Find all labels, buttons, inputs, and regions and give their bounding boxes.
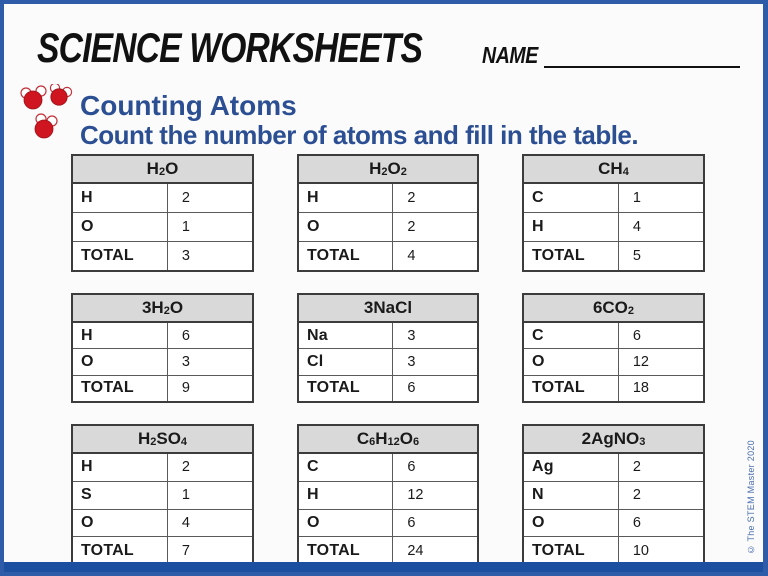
atom-count-value[interactable]: 6 (407, 380, 416, 397)
table-row (299, 184, 477, 212)
formula-header (299, 295, 477, 323)
element-label: O (524, 349, 619, 374)
atom-count-value[interactable]: 2 (632, 487, 641, 504)
formula-symbol: H (375, 429, 388, 448)
worksheet-instructions: Count the number of atoms and fill in the table. (80, 120, 639, 150)
table-row (73, 348, 252, 374)
atom-table (522, 424, 705, 566)
element-label: H (524, 213, 619, 241)
table-row (73, 241, 252, 270)
element-label: C (524, 184, 619, 212)
formula-symbol: CH (598, 159, 623, 178)
atom-table (522, 293, 705, 403)
element-label: Ag (524, 454, 619, 481)
table-row (299, 509, 477, 537)
table-row (524, 241, 703, 270)
table-row (524, 454, 703, 481)
atom-count-value[interactable]: 18 (632, 380, 649, 397)
atom-count-value[interactable]: 6 (632, 514, 641, 531)
formula-symbol: O (165, 159, 179, 178)
element-label: H (299, 482, 393, 509)
table-row (73, 184, 252, 212)
table-row (524, 375, 703, 401)
total-label: TOTAL (524, 242, 619, 270)
formula-symbol: O (169, 298, 184, 317)
table-row (524, 481, 703, 509)
table-row (524, 184, 703, 212)
formula-symbol: 3NaCl (363, 298, 413, 317)
formula-subscript: 2 (163, 304, 170, 317)
formula-symbol: SO (156, 429, 181, 448)
atom-count-value[interactable]: 24 (407, 542, 424, 559)
element-label: N (524, 482, 619, 509)
formula-header (73, 156, 252, 184)
element-label: Cl (299, 349, 393, 374)
table-row (299, 375, 477, 401)
formula-subscript: 6 (413, 435, 420, 448)
table-row (524, 536, 703, 564)
atom-table (297, 424, 479, 566)
table-row (524, 509, 703, 537)
atom-count-value[interactable]: 2 (632, 459, 641, 476)
name-row (482, 36, 740, 68)
formula-subscript: 4 (180, 435, 188, 448)
table-row (299, 536, 477, 564)
table-row (299, 454, 477, 481)
atom-count-value[interactable]: 4 (632, 219, 641, 235)
atom-count-value[interactable]: 3 (181, 248, 190, 264)
formula-header (524, 426, 703, 454)
atom-count-value[interactable]: 2 (181, 459, 190, 476)
total-label: TOTAL (524, 376, 619, 401)
formula-symbol: O (399, 429, 414, 448)
atom-table (71, 424, 254, 566)
table-row (299, 212, 477, 241)
element-label: H (73, 454, 168, 481)
table-row (73, 323, 252, 348)
element-label: C (524, 323, 619, 348)
formula-header (524, 295, 703, 323)
atom-count-value[interactable]: 10 (632, 542, 649, 559)
name-label: NAME (482, 42, 538, 68)
formula-symbol: 6CO (592, 298, 628, 317)
total-label: TOTAL (299, 376, 393, 401)
copyright-text: © The STEM Master 2020 (746, 439, 756, 554)
atom-table (71, 154, 254, 272)
table-row (73, 481, 252, 509)
total-label: TOTAL (73, 242, 168, 270)
element-label: O (73, 213, 168, 241)
formula-header (524, 156, 703, 184)
atom-table (71, 293, 254, 403)
atom-count-value[interactable]: 7 (181, 542, 190, 559)
table-row (524, 348, 703, 374)
atom-count-value[interactable]: 12 (407, 487, 424, 504)
formula-subscript: 2 (150, 435, 157, 448)
element-label: C (299, 454, 393, 481)
atom-count-value[interactable]: 1 (181, 219, 190, 235)
formula-symbol: 2AgNO (581, 429, 640, 448)
atom-count-value[interactable]: 6 (407, 514, 416, 531)
atom-count-value[interactable]: 3 (181, 353, 190, 370)
atom-count-value[interactable]: 2 (181, 190, 190, 206)
total-label: TOTAL (524, 537, 619, 564)
table-row (73, 375, 252, 401)
table-row (73, 536, 252, 564)
formula-symbol: H (369, 159, 382, 178)
tables-grid (71, 154, 705, 566)
name-blank-line[interactable] (544, 36, 740, 68)
atom-count-value[interactable]: 5 (632, 248, 641, 264)
atom-table (297, 293, 479, 403)
total-label: TOTAL (299, 242, 393, 270)
formula-symbol: C (356, 429, 370, 448)
table-row (73, 212, 252, 241)
atom-count-value[interactable]: 3 (407, 353, 416, 370)
formula-subscript: 2 (381, 165, 388, 178)
table-row (524, 212, 703, 241)
water-molecules-icon (13, 84, 73, 148)
table-row (73, 454, 252, 481)
element-label: O (73, 510, 168, 537)
element-label: O (299, 510, 393, 537)
table-row (73, 509, 252, 537)
formula-subscript: 3 (639, 435, 646, 448)
atom-count-value[interactable]: 4 (407, 248, 416, 264)
worksheet-heading: Counting Atoms (80, 90, 297, 121)
atom-count-value[interactable]: 3 (407, 327, 416, 344)
formula-header (73, 295, 252, 323)
formula-header (299, 156, 477, 184)
atom-count-value[interactable]: 9 (181, 380, 190, 397)
formula-subscript: 2 (400, 165, 407, 178)
atom-count-value[interactable]: 2 (407, 190, 416, 206)
atom-count-value[interactable]: 4 (181, 514, 190, 531)
formula-subscript: 12 (387, 435, 400, 448)
element-label: Na (299, 323, 393, 348)
atom-table (297, 154, 479, 272)
formula-subscript: 4 (622, 165, 629, 178)
atom-count-value[interactable]: 12 (632, 353, 649, 370)
element-label: H (299, 184, 393, 212)
element-label: S (73, 482, 168, 509)
formula-subscript: 2 (158, 165, 166, 178)
atom-count-value[interactable]: 1 (181, 487, 190, 504)
element-label: O (299, 213, 393, 241)
element-label: O (73, 349, 168, 374)
table-row (299, 348, 477, 374)
atom-count-value[interactable]: 6 (407, 459, 416, 476)
formula-subscript: 6 (369, 435, 376, 448)
total-label: TOTAL (73, 376, 168, 401)
table-row (299, 241, 477, 270)
formula-subscript: 2 (627, 304, 635, 317)
formula-symbol: 3H (141, 298, 164, 317)
atom-count-value[interactable]: 1 (632, 190, 641, 206)
atom-count-value[interactable]: 6 (632, 327, 641, 344)
total-label: TOTAL (299, 537, 393, 564)
table-row (299, 323, 477, 348)
formula-symbol: H (137, 429, 151, 448)
element-label: H (73, 323, 168, 348)
table-row (299, 481, 477, 509)
formula-symbol: H (146, 159, 159, 178)
atom-table (522, 154, 705, 272)
atom-count-value[interactable]: 2 (407, 219, 416, 235)
worksheet-title: SCIENCE WORKSHEETS (37, 24, 423, 71)
formula-header (73, 426, 252, 454)
atom-count-value[interactable]: 6 (181, 327, 190, 344)
total-label: TOTAL (73, 537, 168, 564)
table-row (524, 323, 703, 348)
formula-header (299, 426, 477, 454)
formula-symbol: O (387, 159, 401, 178)
element-label: H (73, 184, 168, 212)
element-label: O (524, 510, 619, 537)
bottom-accent-bar (4, 562, 763, 572)
